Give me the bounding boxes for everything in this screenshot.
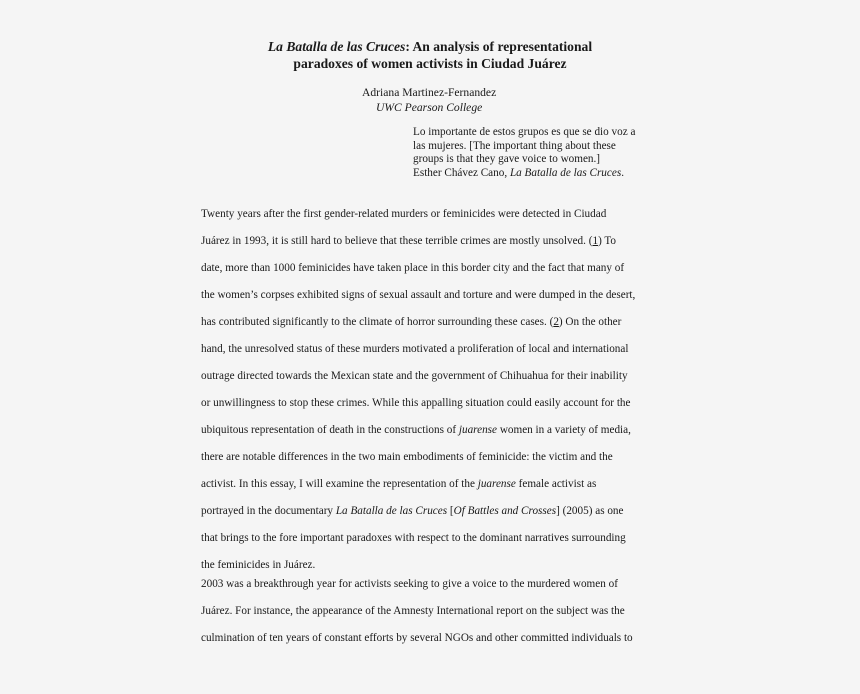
epigraph-attribution: Esther Chávez Cano, La Batalla de las Cruces. xyxy=(413,166,624,179)
author-block xyxy=(362,86,496,115)
body-line: has contributed significantly to the climate of horror surrounding these cases. (2) On the other xyxy=(201,316,622,328)
paper-title xyxy=(0,38,860,72)
body-line: ubiquitous representation of death in the constructions of juarense women in a variety of media, xyxy=(201,424,631,436)
body-line: culmination of ten years of constant efforts by several NGOs and other committed individuals to xyxy=(201,632,633,644)
epigraph-line: groups is that they gave voice to women.] xyxy=(413,153,601,165)
body-line: Twenty years after the first gender-related murders or feminicides were detected in Ciudad xyxy=(201,208,607,220)
body-line: date, more than 1000 feminicides have taken place in this border city and the fact that many of xyxy=(201,262,625,274)
body-line: the women’s corpses exhibited signs of sexual assault and torture and were dumped in the desert, xyxy=(201,289,636,301)
body-line: Juárez in 1993, it is still hard to believe that these terrible crimes are mostly unsolved. (1) To xyxy=(201,235,617,247)
title-italic: La Batalla de las Cruces xyxy=(267,39,406,54)
body-line: activist. In this essay, I will examine the representation of the juarense female activist as xyxy=(201,478,597,490)
author-affiliation: UWC Pearson College xyxy=(376,100,483,114)
body-line: portrayed in the documentary La Batalla de las Cruces [Of Battles and Crosses] (2005) as one xyxy=(201,505,624,517)
author-name: Adriana Martinez-Fernandez xyxy=(362,86,497,99)
body-line: the feminicides in Juárez. xyxy=(201,559,316,571)
footnote-link-2[interactable]: 2 xyxy=(553,316,559,328)
body-text xyxy=(201,206,661,657)
body-line: hand, the unresolved status of these murders motivated a proliferation of local and international xyxy=(201,343,629,355)
epigraph-line: las mujeres. [The important thing about these xyxy=(413,139,616,152)
body-line: there are notable differences in the two main embodiments of feminicide: the victim and the xyxy=(201,451,613,463)
epigraph xyxy=(413,126,663,180)
title-line-1: La Batalla de las Cruces: An analysis of representational xyxy=(267,39,593,54)
footnote-link-1[interactable]: 1 xyxy=(592,235,599,247)
epigraph-line: Lo importante de estos grupos es que se dio voz a xyxy=(413,126,636,138)
body-line: or unwillingness to stop these crimes. While this appalling situation could easily account for the xyxy=(201,397,631,409)
body-line: outrage directed towards the Mexican state and the government of Chihuahua for their inability xyxy=(201,370,628,382)
body-line: Juárez. For instance, the appearance of the Amnesty International report on the subject was the xyxy=(201,605,625,617)
body-line: that brings to the fore important paradoxes with respect to the dominant narratives surrounding xyxy=(201,532,626,544)
body-line: 2003 was a breakthrough year for activists seeking to give a voice to the murdered women of xyxy=(201,578,618,590)
title-line-2: paradoxes of women activists in Ciudad Juárez xyxy=(293,56,567,71)
